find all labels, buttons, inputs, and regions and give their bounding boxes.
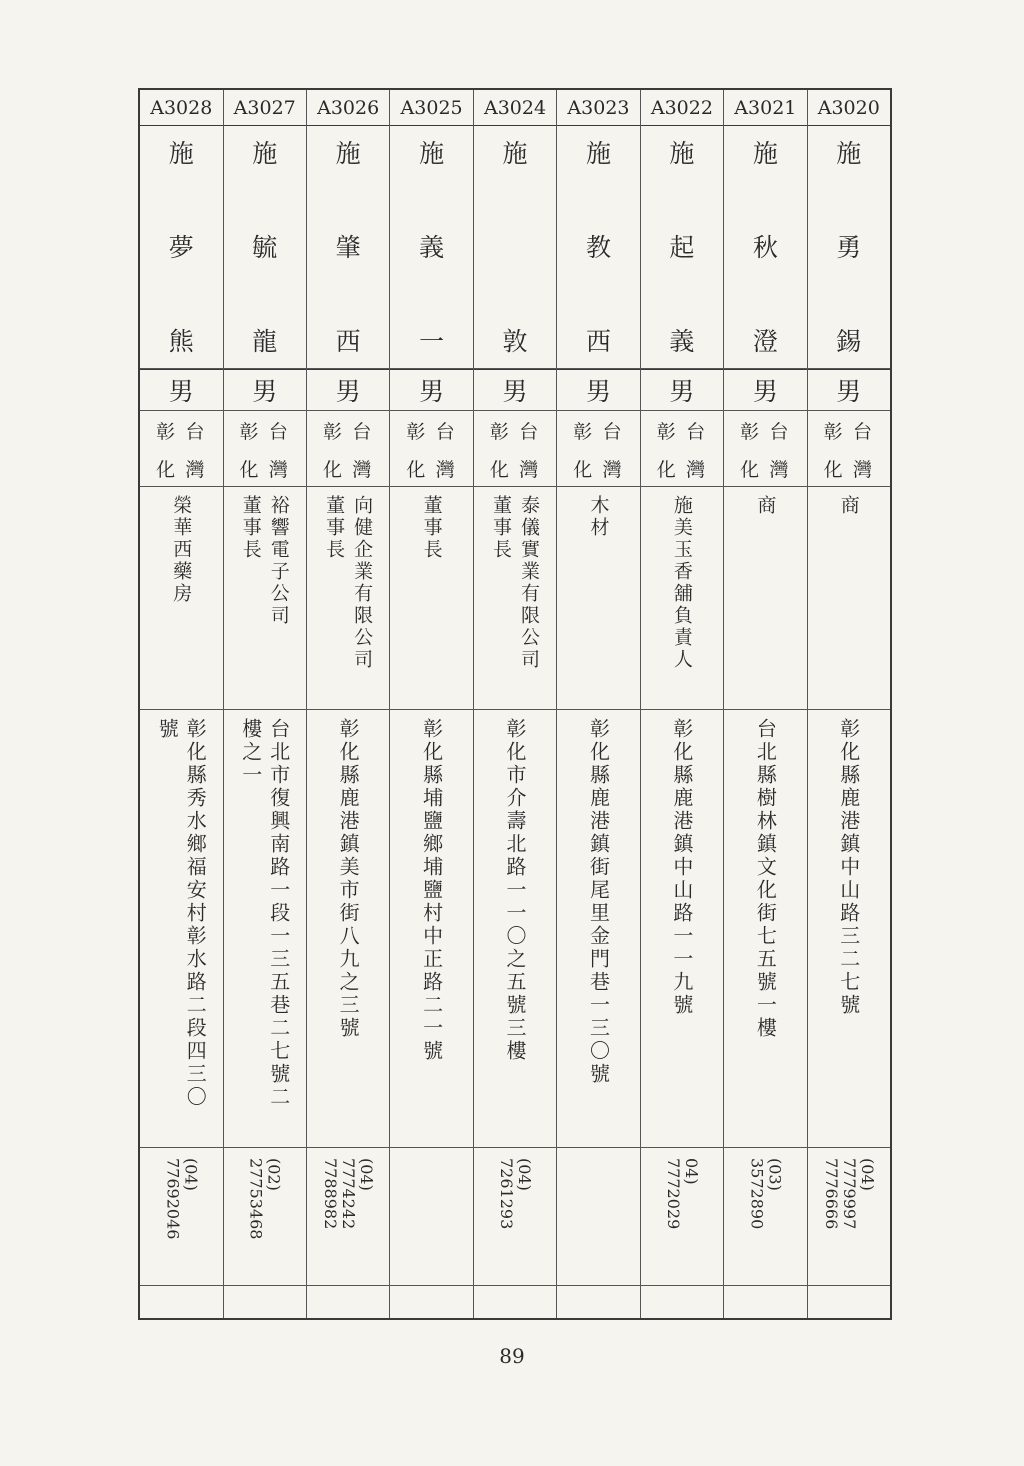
sex: 男 — [224, 369, 306, 411]
remarks — [724, 1286, 806, 1318]
sex: 男 — [641, 369, 723, 411]
occupation-line: 木材 — [587, 495, 610, 539]
native-place-char: 化 — [489, 459, 509, 481]
native-place-char: 台 — [352, 421, 372, 443]
record-code: A3028 — [140, 90, 222, 126]
native-place-char: 台 — [769, 421, 789, 443]
occupation-line: 商 — [754, 495, 777, 517]
remarks — [224, 1286, 306, 1318]
native-place-char: 化 — [656, 459, 676, 481]
record-column — [640, 90, 723, 1318]
record-column — [473, 90, 556, 1318]
address-line: 台北市復興南路一段一三五巷二七號二 — [266, 718, 291, 1109]
address — [224, 710, 306, 1148]
telephone-line: 7261293 — [497, 1158, 517, 1230]
name-char: 施 — [585, 139, 611, 168]
telephone — [557, 1148, 639, 1286]
record-column — [389, 90, 472, 1318]
remarks — [390, 1286, 472, 1318]
record-column — [556, 90, 639, 1318]
name-char: 施 — [669, 139, 695, 168]
address — [390, 710, 472, 1148]
native-place-char: 台 — [519, 421, 539, 443]
occupation-line: 榮華西藥房 — [170, 495, 193, 605]
address-line: 彰化縣埔鹽鄉埔鹽村中正路二一號 — [419, 718, 444, 1063]
record-column — [723, 90, 806, 1318]
telephone-line: 04) — [681, 1158, 701, 1185]
sex: 男 — [557, 369, 639, 411]
native-place-char: 台 — [852, 421, 872, 443]
native-place-char: 彰 — [406, 421, 426, 443]
record-code: A3022 — [641, 90, 723, 126]
address-line: 樓之一 — [238, 718, 263, 787]
occupation — [808, 487, 890, 710]
native-place-char: 彰 — [823, 421, 843, 443]
native-place-char: 彰 — [740, 421, 760, 443]
native-place-char: 化 — [406, 459, 426, 481]
sex: 男 — [474, 369, 556, 411]
record-code: A3020 — [808, 90, 890, 126]
native-place — [224, 411, 306, 487]
person-name — [307, 126, 389, 369]
name-char: 施 — [252, 139, 278, 168]
person-name — [808, 126, 890, 369]
telephone-line: (04) — [181, 1158, 201, 1191]
occupation — [390, 487, 472, 710]
person-name — [724, 126, 806, 369]
name-char: 澄 — [752, 327, 778, 356]
record-code: A3027 — [224, 90, 306, 126]
registry-table — [138, 88, 892, 1320]
name-char: 施 — [836, 139, 862, 168]
telephone-line: 7776666 — [821, 1158, 841, 1230]
name-char: 夢 — [168, 233, 194, 262]
native-place — [724, 411, 806, 487]
record-column — [807, 90, 890, 1318]
record-code: A3024 — [474, 90, 556, 126]
name-char: 施 — [168, 139, 194, 168]
telephone-line: 27753468 — [246, 1158, 266, 1240]
name-char: 西 — [585, 327, 611, 356]
native-place-char: 彰 — [322, 421, 342, 443]
native-place-char: 灣 — [686, 459, 706, 481]
name-char: 秋 — [752, 233, 778, 262]
sex: 男 — [808, 369, 890, 411]
native-place — [307, 411, 389, 487]
sex: 男 — [140, 369, 222, 411]
address-line: 彰化縣鹿港鎮中山路三二七號 — [836, 718, 861, 1017]
remarks — [557, 1286, 639, 1318]
name-char: 施 — [752, 139, 778, 168]
occupation-line: 董事長 — [420, 495, 443, 561]
native-place-char: 彰 — [156, 421, 176, 443]
native-place-char: 台 — [435, 421, 455, 443]
person-name — [474, 126, 556, 369]
name-char: 敦 — [502, 327, 528, 356]
person-name — [140, 126, 222, 369]
native-place-char: 灣 — [268, 459, 288, 481]
native-place-char: 台 — [686, 421, 706, 443]
occupation-line: 向健企業有限公司 — [351, 495, 374, 671]
occupation — [557, 487, 639, 710]
telephone-line: (04) — [357, 1158, 377, 1191]
name-char: 義 — [669, 327, 695, 356]
address-line: 彰化縣鹿港鎮中山路一一九號 — [669, 718, 694, 1017]
telephone-line: (02) — [264, 1158, 284, 1191]
native-place-char: 灣 — [352, 459, 372, 481]
name-char: 錫 — [836, 327, 862, 356]
telephone-line: 7772029 — [663, 1158, 683, 1230]
name-char: 肇 — [335, 233, 361, 262]
address — [557, 710, 639, 1148]
native-place-char: 台 — [185, 421, 205, 443]
name-char: 西 — [335, 327, 361, 356]
native-place-char: 灣 — [769, 459, 789, 481]
telephone — [641, 1148, 723, 1286]
native-place-char: 彰 — [656, 421, 676, 443]
native-place-char: 彰 — [239, 421, 259, 443]
address-line: 台北縣樹林鎮文化街七五號一樓 — [753, 718, 778, 1040]
record-column — [223, 90, 306, 1318]
telephone — [474, 1148, 556, 1286]
native-place-char: 灣 — [185, 459, 205, 481]
sex: 男 — [307, 369, 389, 411]
native-place-char: 化 — [156, 459, 176, 481]
native-place-char: 灣 — [435, 459, 455, 481]
record-code: A3025 — [390, 90, 472, 126]
name-char: 熊 — [168, 327, 194, 356]
name-char: 施 — [419, 139, 445, 168]
name-char: 教 — [585, 233, 611, 262]
native-place-char: 化 — [573, 459, 593, 481]
occupation-line: 董事長 — [323, 495, 346, 561]
native-place-char: 化 — [740, 459, 760, 481]
address-line: 號 — [155, 718, 180, 741]
name-char: 一 — [419, 327, 445, 356]
native-place — [808, 411, 890, 487]
telephone — [307, 1148, 389, 1286]
name-char: 義 — [419, 233, 445, 262]
occupation — [641, 487, 723, 710]
occupation — [724, 487, 806, 710]
native-place — [390, 411, 472, 487]
remarks — [307, 1286, 389, 1318]
address-line: 彰化縣鹿港鎮美市街八九之三號 — [336, 718, 361, 1040]
native-place-char: 台 — [268, 421, 288, 443]
name-char: 龍 — [252, 327, 278, 356]
sex: 男 — [390, 369, 472, 411]
record-column — [140, 90, 222, 1318]
name-char: 起 — [669, 233, 695, 262]
address — [474, 710, 556, 1148]
name-char: 勇 — [836, 233, 862, 262]
native-place-char: 化 — [239, 459, 259, 481]
occupation — [224, 487, 306, 710]
occupation-line: 泰儀實業有限公司 — [518, 495, 541, 671]
remarks — [140, 1286, 222, 1318]
record-code: A3021 — [724, 90, 806, 126]
native-place-char: 彰 — [489, 421, 509, 443]
telephone — [390, 1148, 472, 1286]
person-name — [224, 126, 306, 369]
address — [724, 710, 806, 1148]
telephone-line: (04) — [857, 1158, 877, 1191]
native-place — [557, 411, 639, 487]
page-number: 89 — [499, 1344, 525, 1368]
telephone-line: (04) — [515, 1158, 535, 1191]
native-place-char: 灣 — [852, 459, 872, 481]
telephone-line: 7788982 — [321, 1158, 341, 1230]
native-place-char: 彰 — [573, 421, 593, 443]
telephone — [808, 1148, 890, 1286]
name-char: 施 — [335, 139, 361, 168]
telephone-line: 77692046 — [163, 1158, 183, 1240]
name-char: 施 — [502, 139, 528, 168]
native-place — [474, 411, 556, 487]
person-name — [641, 126, 723, 369]
sex: 男 — [724, 369, 806, 411]
record-column — [306, 90, 389, 1318]
remarks — [808, 1286, 890, 1318]
address-line: 彰化縣秀水鄉福安村彰水路二段四三〇 — [183, 718, 208, 1109]
occupation-line: 商 — [837, 495, 860, 517]
person-name — [557, 126, 639, 369]
record-code: A3026 — [307, 90, 389, 126]
native-place — [641, 411, 723, 487]
address — [808, 710, 890, 1148]
occupation — [474, 487, 556, 710]
telephone — [140, 1148, 222, 1286]
native-place-char: 化 — [823, 459, 843, 481]
native-place-char: 灣 — [602, 459, 622, 481]
address — [307, 710, 389, 1148]
native-place — [140, 411, 222, 487]
telephone-line: (03) — [765, 1158, 785, 1191]
telephone — [724, 1148, 806, 1286]
occupation — [140, 487, 222, 710]
occupation — [307, 487, 389, 710]
address — [140, 710, 222, 1148]
name-char: 毓 — [252, 233, 278, 262]
telephone-line: 7779997 — [839, 1158, 859, 1230]
address-line: 彰化縣鹿港鎮街尾里金門巷一三〇號 — [586, 718, 611, 1086]
address — [641, 710, 723, 1148]
telephone-line: 3572890 — [747, 1158, 767, 1230]
address-line: 彰化市介壽北路一一〇之五號三樓 — [503, 718, 528, 1063]
occupation-line: 董事長 — [239, 495, 262, 561]
occupation-line: 裕響電子公司 — [267, 495, 290, 627]
remarks — [474, 1286, 556, 1318]
native-place-char: 灣 — [519, 459, 539, 481]
native-place-char: 台 — [602, 421, 622, 443]
native-place-char: 化 — [322, 459, 342, 481]
remarks — [641, 1286, 723, 1318]
record-code: A3023 — [557, 90, 639, 126]
occupation-line: 施美玉香舖負責人 — [670, 495, 693, 671]
telephone — [224, 1148, 306, 1286]
person-name — [390, 126, 472, 369]
occupation-line: 董事長 — [490, 495, 513, 561]
telephone-line: 7774242 — [339, 1158, 359, 1230]
